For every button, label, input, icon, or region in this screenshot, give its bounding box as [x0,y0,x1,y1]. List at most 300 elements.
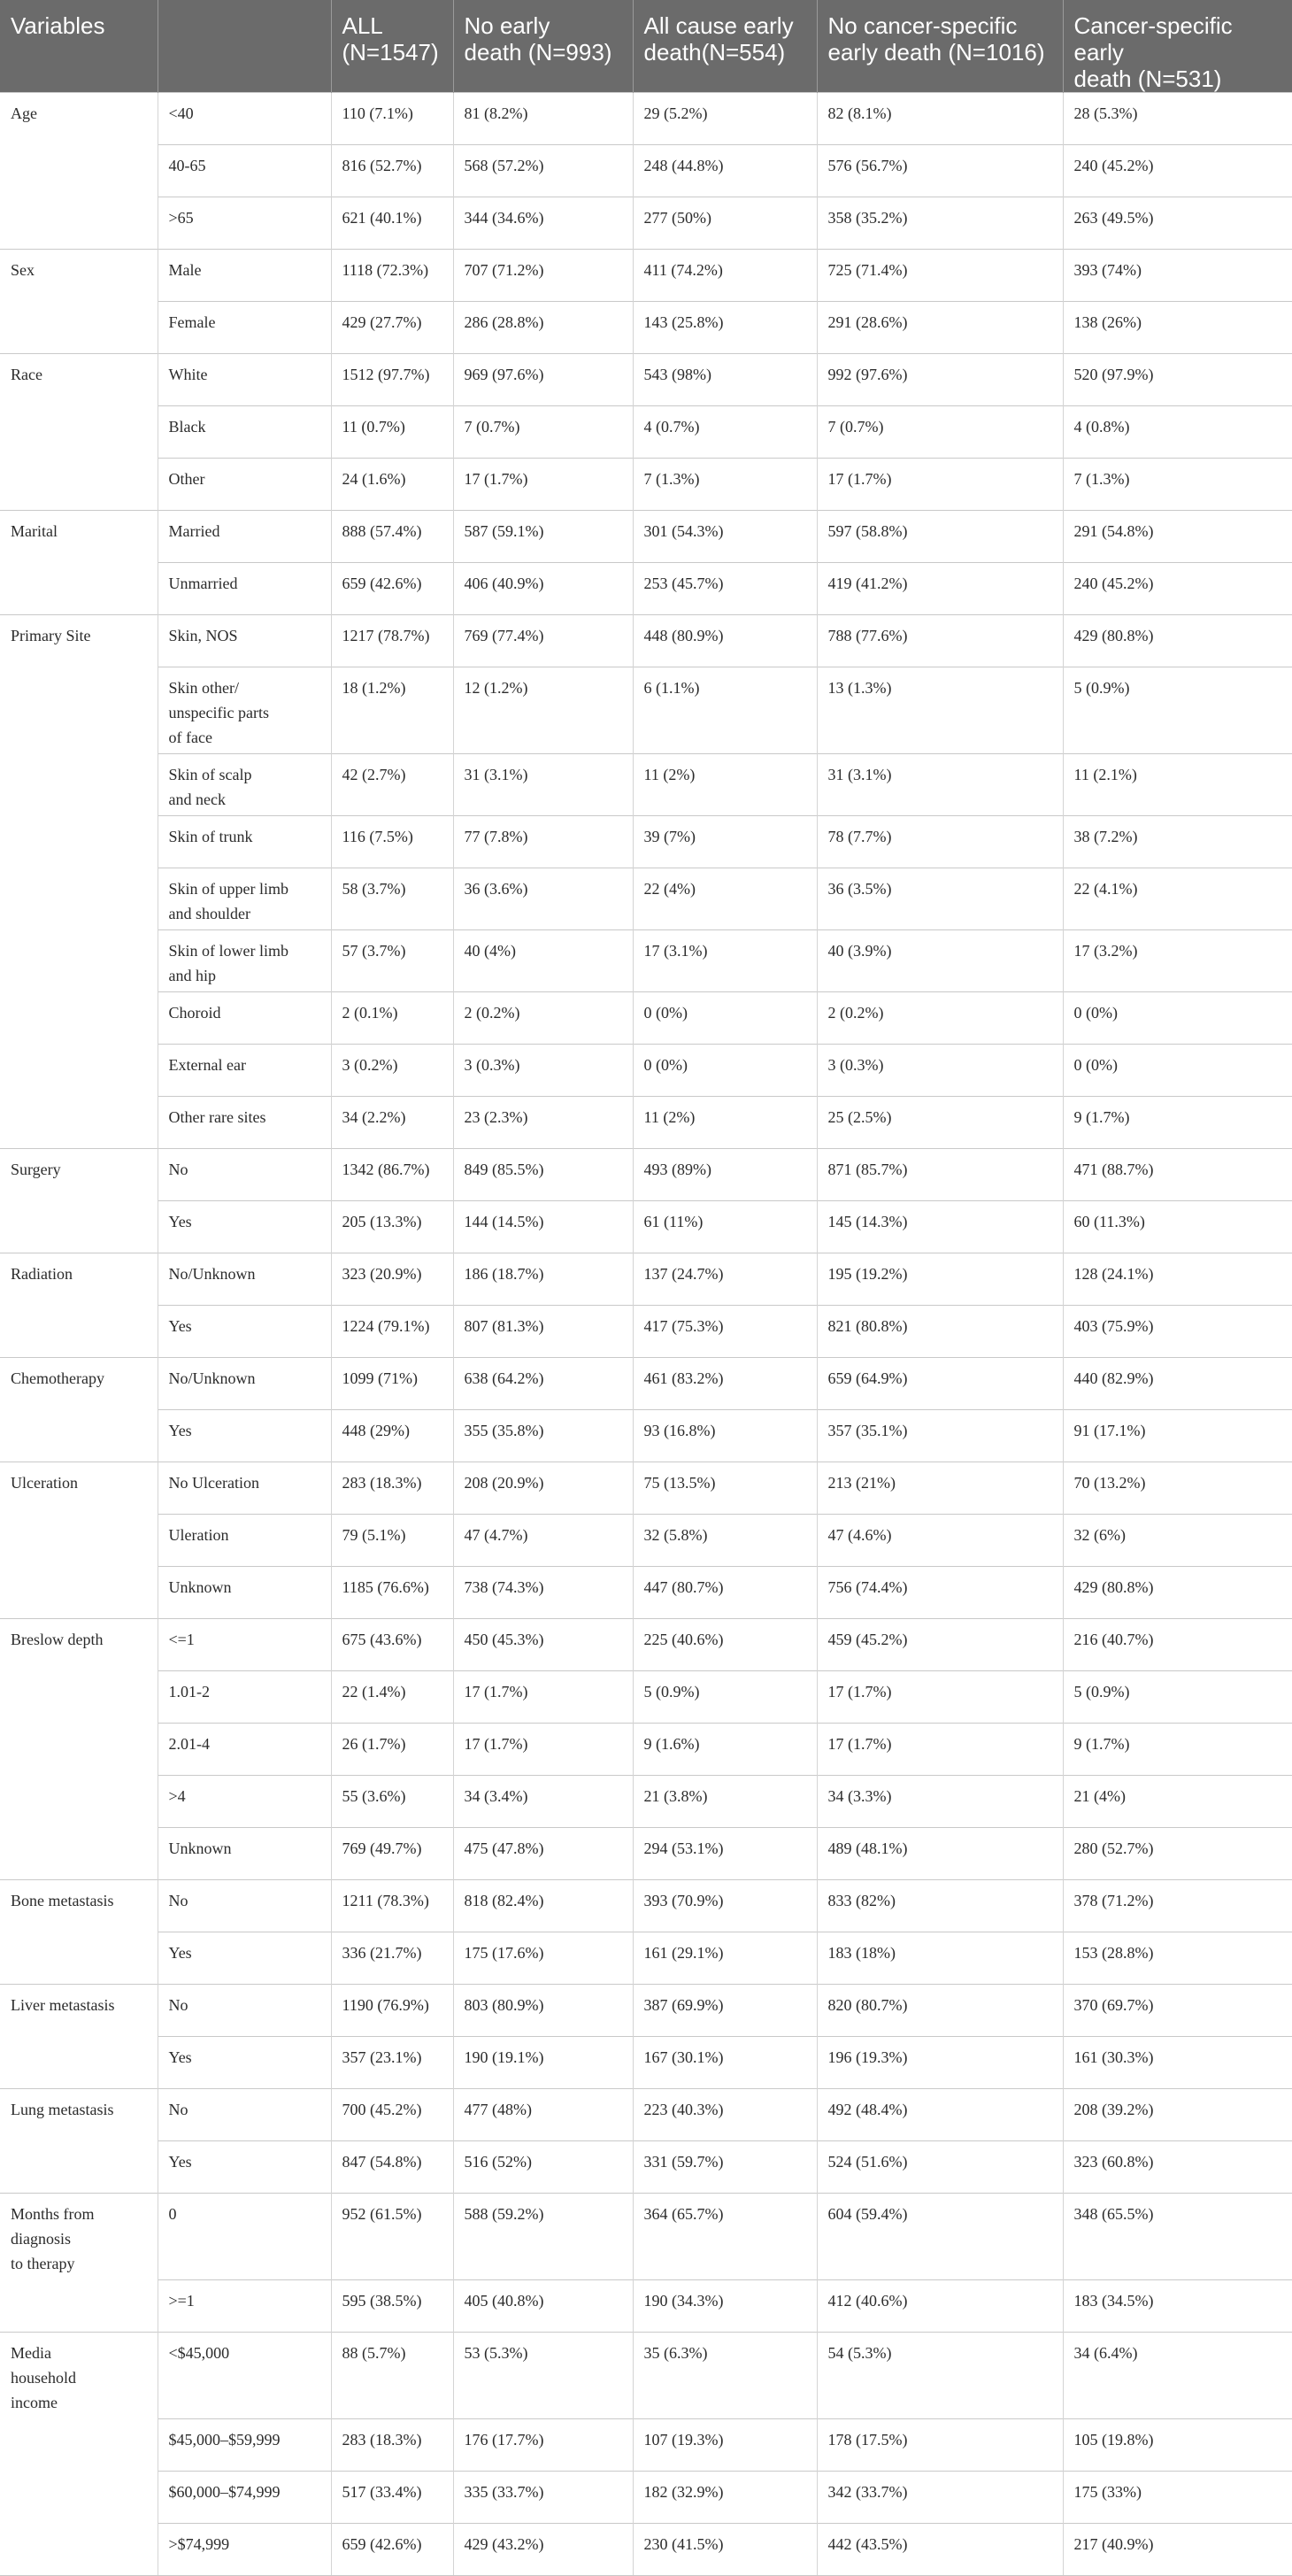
value-cell: 183 (34.5%) [1063,2280,1292,2333]
value-cell: 952 (61.5%) [331,2194,453,2280]
value-cell: 47 (4.7%) [453,1515,633,1567]
table-row [0,1724,1292,1776]
category-label: $45,000–$59,999 [168,2431,281,2449]
value-cell: 493 (89%) [633,1149,817,1201]
variable-label: Radiation [11,1265,73,1283]
value-cell: 429 (80.8%) [1063,615,1292,667]
variable-label: Sex [11,261,35,279]
value-cell: 31 (3.1%) [817,754,1063,816]
value-cell: 357 (35.1%) [817,1410,1063,1462]
header-cancer-specific-early-death [1063,0,1292,93]
variable-cell [0,930,158,992]
value-cell: 116 (7.5%) [331,816,453,868]
value-cell: 291 (28.6%) [817,302,1063,354]
value-cell: 357 (23.1%) [331,2037,453,2089]
value-cell: 5 (0.9%) [633,1671,817,1724]
variable-cell [0,1253,158,1306]
table-row [0,354,1292,406]
variable-cell [0,2194,158,2280]
value-cell: 412 (40.6%) [817,2280,1063,2333]
table-row [0,2333,1292,2419]
value-cell: 2 (0.2%) [453,992,633,1045]
category-label: Skin of upper limb [168,880,288,898]
category-cell [158,1358,331,1410]
value-cell: 520 (97.9%) [1063,354,1292,406]
value-cell: 143 (25.8%) [633,302,817,354]
value-cell: 240 (45.2%) [1063,145,1292,197]
value-cell: 459 (45.2%) [817,1619,1063,1671]
variable-cell [0,1619,158,1671]
variable-cell [0,2037,158,2089]
value-cell: 5 (0.9%) [1063,1671,1292,1724]
variable-cell [0,197,158,250]
value-cell: 17 (3.2%) [1063,930,1292,992]
header-line: early death (N=1016) [827,39,1045,66]
value-cell: 280 (52.7%) [1063,1828,1292,1880]
category-label: >65 [168,209,194,227]
value-cell: 22 (1.4%) [331,1671,453,1724]
table-row [0,1462,1292,1515]
category-cell [158,930,331,992]
value-cell: 405 (40.8%) [453,2280,633,2333]
value-cell: 387 (69.9%) [633,1985,817,2037]
category-cell [158,816,331,868]
variable-cell [0,1880,158,1932]
table-row [0,667,1292,754]
category-label: No Ulceration [168,1474,259,1492]
value-cell: 1342 (86.7%) [331,1149,453,1201]
category-label: Unmarried [168,575,238,592]
value-cell: 543 (98%) [633,354,817,406]
value-cell: 178 (17.5%) [817,2419,1063,2472]
category-cell [158,250,331,302]
value-cell: 756 (74.4%) [817,1567,1063,1619]
value-cell: 0 (0%) [633,992,817,1045]
category-label: Other rare sites [168,1108,266,1126]
category-cell [158,1462,331,1515]
value-cell: 22 (4%) [633,868,817,930]
value-cell: 263 (49.5%) [1063,197,1292,250]
value-cell: 32 (6%) [1063,1515,1292,1567]
value-cell: 429 (27.7%) [331,302,453,354]
value-cell: 820 (80.7%) [817,1985,1063,2037]
value-cell: 659 (64.9%) [817,1358,1063,1410]
value-cell: 621 (40.1%) [331,197,453,250]
value-cell: 336 (21.7%) [331,1932,453,1985]
variable-label: Months from [11,2205,95,2223]
value-cell: 700 (45.2%) [331,2089,453,2141]
value-cell: 604 (59.4%) [817,2194,1063,2280]
value-cell: 489 (48.1%) [817,1828,1063,1880]
value-cell: 769 (49.7%) [331,1828,453,1880]
value-cell: 331 (59.7%) [633,2141,817,2194]
value-cell: 448 (80.9%) [633,615,817,667]
category-cell [158,1776,331,1828]
value-cell: 1224 (79.1%) [331,1306,453,1358]
value-cell: 417 (75.3%) [633,1306,817,1358]
value-cell: 364 (65.7%) [633,2194,817,2280]
table-row [0,406,1292,459]
category-cell [158,2524,331,2576]
value-cell: 788 (77.6%) [817,615,1063,667]
category-label: Skin of trunk [168,828,253,845]
variable-cell [0,2141,158,2194]
variable-label: Lung metastasis [11,2101,114,2118]
value-cell: 492 (48.4%) [817,2089,1063,2141]
variable-label: Chemotherapy [11,1369,104,1387]
category-label: and neck [168,791,226,808]
category-label: of face [168,729,212,746]
value-cell: 411 (74.2%) [633,250,817,302]
value-cell: 659 (42.6%) [331,563,453,615]
value-cell: 807 (81.3%) [453,1306,633,1358]
value-cell: 969 (97.6%) [453,354,633,406]
category-cell [158,1149,331,1201]
category-cell [158,459,331,511]
header-all [331,0,453,93]
value-cell: 419 (41.2%) [817,563,1063,615]
value-cell: 277 (50%) [633,197,817,250]
header-line: death (N=531) [1073,66,1222,92]
value-cell: 1190 (76.9%) [331,1985,453,2037]
category-cell [158,1410,331,1462]
table-row [0,250,1292,302]
variable-label: Age [11,104,37,122]
value-cell: 707 (71.2%) [453,250,633,302]
value-cell: 78 (7.7%) [817,816,1063,868]
value-cell: 576 (56.7%) [817,145,1063,197]
category-label: Skin of lower limb [168,942,288,960]
variable-cell [0,1306,158,1358]
value-cell: 186 (18.7%) [453,1253,633,1306]
value-cell: 17 (1.7%) [453,459,633,511]
value-cell: 38 (7.2%) [1063,816,1292,868]
value-cell: 93 (16.8%) [633,1410,817,1462]
category-cell [158,1619,331,1671]
category-label: <40 [168,104,194,122]
variable-cell [0,1776,158,1828]
value-cell: 1185 (76.6%) [331,1567,453,1619]
value-cell: 659 (42.6%) [331,2524,453,2576]
category-label: Yes [168,1317,192,1335]
value-cell: 55 (3.6%) [331,1776,453,1828]
table-header-row [0,0,1292,93]
category-cell [158,1253,331,1306]
value-cell: 223 (40.3%) [633,2089,817,2141]
value-cell: 42 (2.7%) [331,754,453,816]
table-row [0,754,1292,816]
variable-cell [0,406,158,459]
value-cell: 323 (60.8%) [1063,2141,1292,2194]
table-row [0,1776,1292,1828]
value-cell: 440 (82.9%) [1063,1358,1292,1410]
table-row [0,1880,1292,1932]
value-cell: 393 (74%) [1063,250,1292,302]
value-cell: 183 (18%) [817,1932,1063,1985]
category-cell [158,2089,331,2141]
value-cell: 587 (59.1%) [453,511,633,563]
value-cell: 7 (1.3%) [633,459,817,511]
variable-label: Bone metastasis [11,1892,114,1909]
value-cell: 2 (0.2%) [817,992,1063,1045]
variable-cell [0,145,158,197]
category-label: 40-65 [168,157,206,174]
category-label: <=1 [168,1631,195,1648]
value-cell: 107 (19.3%) [633,2419,817,2472]
value-cell: 1118 (72.3%) [331,250,453,302]
category-cell [158,93,331,145]
value-cell: 335 (33.7%) [453,2472,633,2524]
category-label: Female [168,313,216,331]
category-label: 1.01-2 [168,1683,210,1701]
variable-label: Ulceration [11,1474,78,1492]
value-cell: 471 (88.7%) [1063,1149,1292,1201]
value-cell: 992 (97.6%) [817,354,1063,406]
value-cell: 291 (54.8%) [1063,511,1292,563]
value-cell: 248 (44.8%) [633,145,817,197]
value-cell: 205 (13.3%) [331,1201,453,1253]
table-row [0,459,1292,511]
category-label: Skin other/ [168,679,239,697]
table-row [0,2037,1292,2089]
table-body [0,93,1292,2576]
value-cell: 91 (17.1%) [1063,1410,1292,1462]
header-line: early [1073,39,1124,66]
category-cell [158,1097,331,1149]
variable-cell [0,1671,158,1724]
value-cell: 217 (40.9%) [1063,2524,1292,2576]
table-row [0,511,1292,563]
value-cell: 283 (18.3%) [331,2419,453,2472]
value-cell: 11 (2%) [633,754,817,816]
value-cell: 461 (83.2%) [633,1358,817,1410]
value-cell: 70 (13.2%) [1063,1462,1292,1515]
value-cell: 176 (17.7%) [453,2419,633,2472]
variable-label: Primary Site [11,627,91,644]
category-label: Uleration [168,1526,229,1544]
variable-label: to therapy [11,2255,75,2272]
value-cell: 0 (0%) [1063,992,1292,1045]
table-row [0,1097,1292,1149]
category-label: $60,000–$74,999 [168,2483,281,2501]
category-label: 2.01-4 [168,1735,210,1753]
header-line: death (N=993) [464,39,612,66]
variable-label: Surgery [11,1161,61,1178]
variable-cell [0,1358,158,1410]
category-cell [158,1567,331,1619]
variable-label: household [11,2369,76,2387]
value-cell: 25 (2.5%) [817,1097,1063,1149]
value-cell: 57 (3.7%) [331,930,453,992]
variable-cell [0,1201,158,1253]
header-line: Cancer-specific [1073,12,1233,39]
table-row [0,2524,1292,2576]
variable-cell [0,563,158,615]
value-cell: 167 (30.1%) [633,2037,817,2089]
category-cell [158,2037,331,2089]
category-label: No [168,1892,188,1909]
table-row [0,1358,1292,1410]
variable-cell [0,2280,158,2333]
category-cell [158,1306,331,1358]
value-cell: 61 (11%) [633,1201,817,1253]
table-row [0,2472,1292,2524]
value-cell: 17 (3.1%) [633,930,817,992]
variable-cell [0,1410,158,1462]
value-cell: 17 (1.7%) [817,1724,1063,1776]
value-cell: 145 (14.3%) [817,1201,1063,1253]
category-cell [158,615,331,667]
table-row [0,1253,1292,1306]
variable-cell [0,2089,158,2141]
category-cell [158,1828,331,1880]
value-cell: 821 (80.8%) [817,1306,1063,1358]
value-cell: 17 (1.7%) [453,1724,633,1776]
category-label: Black [168,418,206,436]
variable-label: diagnosis [11,2230,72,2248]
value-cell: 7 (0.7%) [817,406,1063,459]
value-cell: 769 (77.4%) [453,615,633,667]
value-cell: 54 (5.3%) [817,2333,1063,2419]
value-cell: 675 (43.6%) [331,1619,453,1671]
value-cell: 240 (45.2%) [1063,563,1292,615]
value-cell: 1217 (78.7%) [331,615,453,667]
category-label: Other [168,470,205,488]
table-row [0,2419,1292,2472]
value-cell: 378 (71.2%) [1063,1880,1292,1932]
table-row [0,2089,1292,2141]
value-cell: 208 (39.2%) [1063,2089,1292,2141]
value-cell: 9 (1.6%) [633,1724,817,1776]
value-cell: 3 (0.2%) [331,1045,453,1097]
value-cell: 22 (4.1%) [1063,868,1292,930]
value-cell: 442 (43.5%) [817,2524,1063,2576]
value-cell: 1099 (71%) [331,1358,453,1410]
value-cell: 803 (80.9%) [453,1985,633,2037]
table-row [0,2141,1292,2194]
header-line: No cancer-specific [827,12,1018,39]
value-cell: 429 (80.8%) [1063,1567,1292,1619]
category-cell [158,2280,331,2333]
category-label: <$45,000 [168,2344,230,2362]
category-cell [158,1201,331,1253]
variable-cell [0,250,158,302]
value-cell: 406 (40.9%) [453,563,633,615]
value-cell: 137 (24.7%) [633,1253,817,1306]
value-cell: 4 (0.8%) [1063,406,1292,459]
category-cell [158,1515,331,1567]
value-cell: 40 (4%) [453,930,633,992]
variable-cell [0,93,158,145]
category-label: No/Unknown [168,1265,256,1283]
value-cell: 348 (65.5%) [1063,2194,1292,2280]
category-label: Skin of scalp [168,766,252,783]
value-cell: 77 (7.8%) [453,816,633,868]
table-row [0,1619,1292,1671]
value-cell: 230 (41.5%) [633,2524,817,2576]
header-category [158,0,331,93]
value-cell: 82 (8.1%) [817,93,1063,145]
value-cell: 9 (1.7%) [1063,1097,1292,1149]
value-cell: 81 (8.2%) [453,93,633,145]
value-cell: 11 (2.1%) [1063,754,1292,816]
value-cell: 3 (0.3%) [817,1045,1063,1097]
table-row [0,1932,1292,1985]
value-cell: 138 (26%) [1063,302,1292,354]
category-cell [158,1932,331,1985]
value-cell: 9 (1.7%) [1063,1724,1292,1776]
variable-cell [0,667,158,754]
value-cell: 849 (85.5%) [453,1149,633,1201]
value-cell: 13 (1.3%) [817,667,1063,754]
value-cell: 28 (5.3%) [1063,93,1292,145]
table-row [0,615,1292,667]
table-row [0,1410,1292,1462]
value-cell: 75 (13.5%) [633,1462,817,1515]
table-row [0,1515,1292,1567]
category-cell [158,197,331,250]
value-cell: 588 (59.2%) [453,2194,633,2280]
value-cell: 301 (54.3%) [633,511,817,563]
value-cell: 190 (34.3%) [633,2280,817,2333]
value-cell: 447 (80.7%) [633,1567,817,1619]
value-cell: 36 (3.5%) [817,868,1063,930]
value-cell: 35 (6.3%) [633,2333,817,2419]
category-label: >4 [168,1787,186,1805]
value-cell: 294 (53.1%) [633,1828,817,1880]
value-cell: 595 (38.5%) [331,2280,453,2333]
category-label: No [168,1161,188,1178]
category-label: External ear [168,1056,246,1074]
table-row [0,197,1292,250]
value-cell: 0 (0%) [633,1045,817,1097]
value-cell: 110 (7.1%) [331,93,453,145]
value-cell: 11 (2%) [633,1097,817,1149]
category-label: >=1 [168,2292,195,2310]
variable-label: Marital [11,522,58,540]
value-cell: 0 (0%) [1063,1045,1292,1097]
value-cell: 175 (33%) [1063,2472,1292,2524]
header-line: ALL [342,12,383,39]
value-cell: 253 (45.7%) [633,563,817,615]
value-cell: 18 (1.2%) [331,667,453,754]
table-row [0,930,1292,992]
value-cell: 161 (30.3%) [1063,2037,1292,2089]
category-cell [158,406,331,459]
value-cell: 833 (82%) [817,1880,1063,1932]
value-cell: 175 (17.6%) [453,1932,633,1985]
value-cell: 21 (3.8%) [633,1776,817,1828]
value-cell: 17 (1.7%) [817,1671,1063,1724]
variable-cell [0,2333,158,2419]
table-row [0,816,1292,868]
value-cell: 1512 (97.7%) [331,354,453,406]
value-cell: 5 (0.9%) [1063,667,1292,754]
category-cell [158,1880,331,1932]
value-cell: 393 (70.9%) [633,1880,817,1932]
value-cell: 342 (33.7%) [817,2472,1063,2524]
value-cell: 88 (5.7%) [331,2333,453,2419]
category-cell [158,992,331,1045]
variable-cell [0,1045,158,1097]
category-label: unspecific parts [168,704,269,721]
value-cell: 3 (0.3%) [453,1045,633,1097]
table-row [0,1045,1292,1097]
value-cell: 283 (18.3%) [331,1462,453,1515]
table-row [0,1671,1292,1724]
category-label: Skin, NOS [168,627,238,644]
category-label: 0 [168,2205,177,2223]
